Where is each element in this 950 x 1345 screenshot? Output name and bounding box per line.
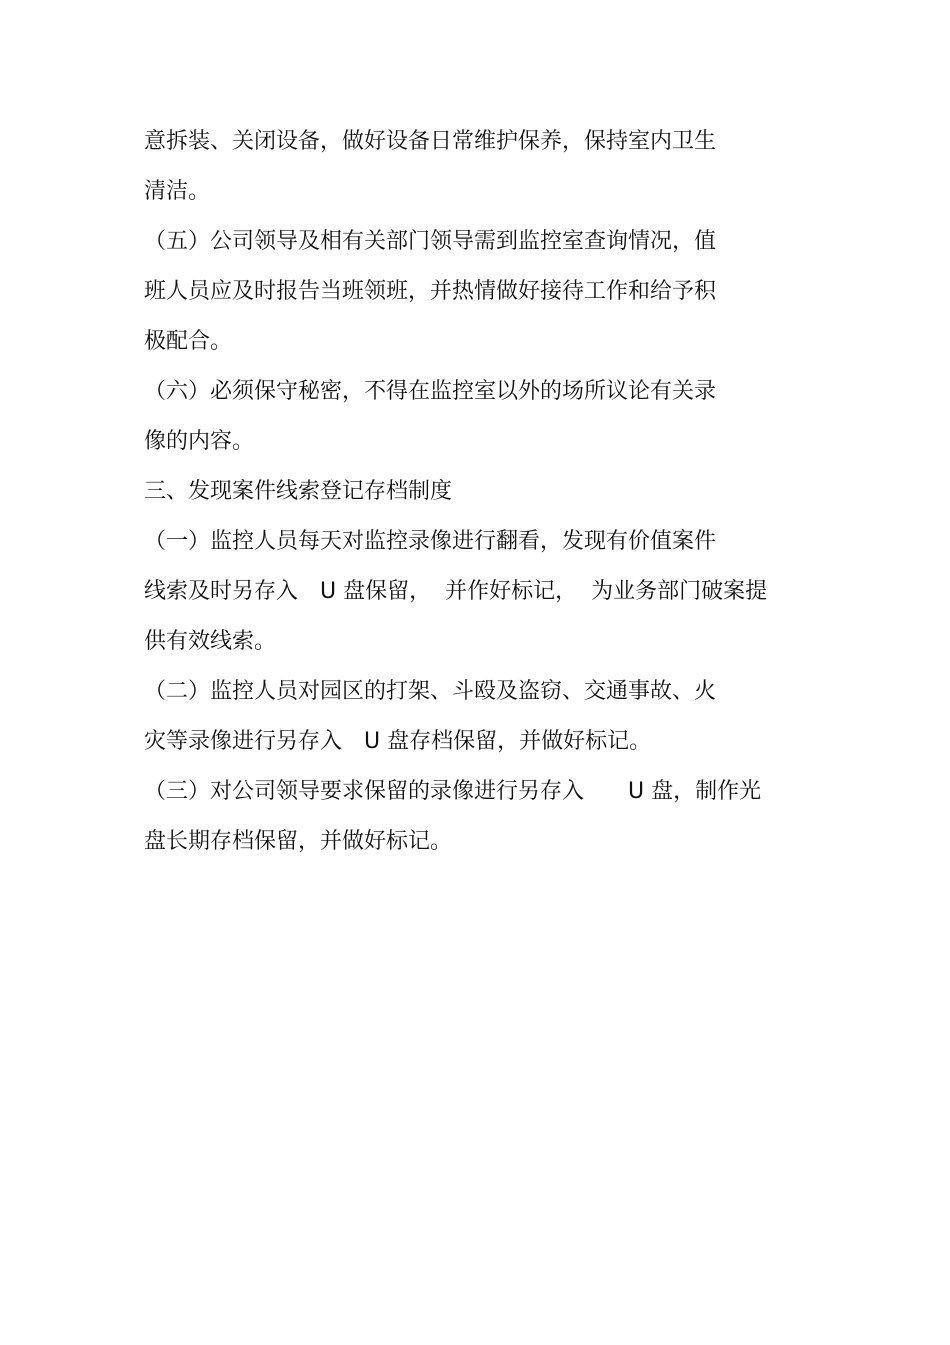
paragraph-line: （二）监控人员对园区的打架、斗殴及盗窃、交通事故、火 [144,679,717,704]
paragraph-line: 清洁。 [144,179,211,204]
paragraph-line: 灾等录像进行另存入 U 盘存档保留，并做好标记。 [144,729,652,754]
paragraph-line: 像的内容。 [144,429,255,454]
paragraph-line: （六）必须保守秘密，不得在监控室以外的场所议论有关录 [144,379,717,404]
paragraph-line: 意拆装、关闭设备，做好设备日常维护保养，保持室内卫生 [144,129,717,154]
paragraph-line: 供有效线索。 [144,629,277,654]
paragraph-line: （三）对公司领导要求保留的录像进行另存入 U 盘，制作光 [144,779,762,804]
paragraph-line: （一）监控人员每天对监控录像进行翻看，发现有价值案件 [144,529,717,554]
paragraph-line: 线索及时另存入 U 盘保留， 并作好标记， 为业务部门破案提 [144,579,768,604]
paragraph-line: 班人员应及时报告当班领班，并热情做好接待工作和给予积 [144,279,717,304]
paragraph-line: （五）公司领导及相有关部门领导需到监控室查询情况，值 [144,229,717,254]
paragraph-line: 极配合。 [144,329,233,354]
section-heading: 三、发现案件线索登记存档制度 [144,479,453,504]
paragraph-line: 盘长期存档保留，并做好标记。 [144,829,453,854]
